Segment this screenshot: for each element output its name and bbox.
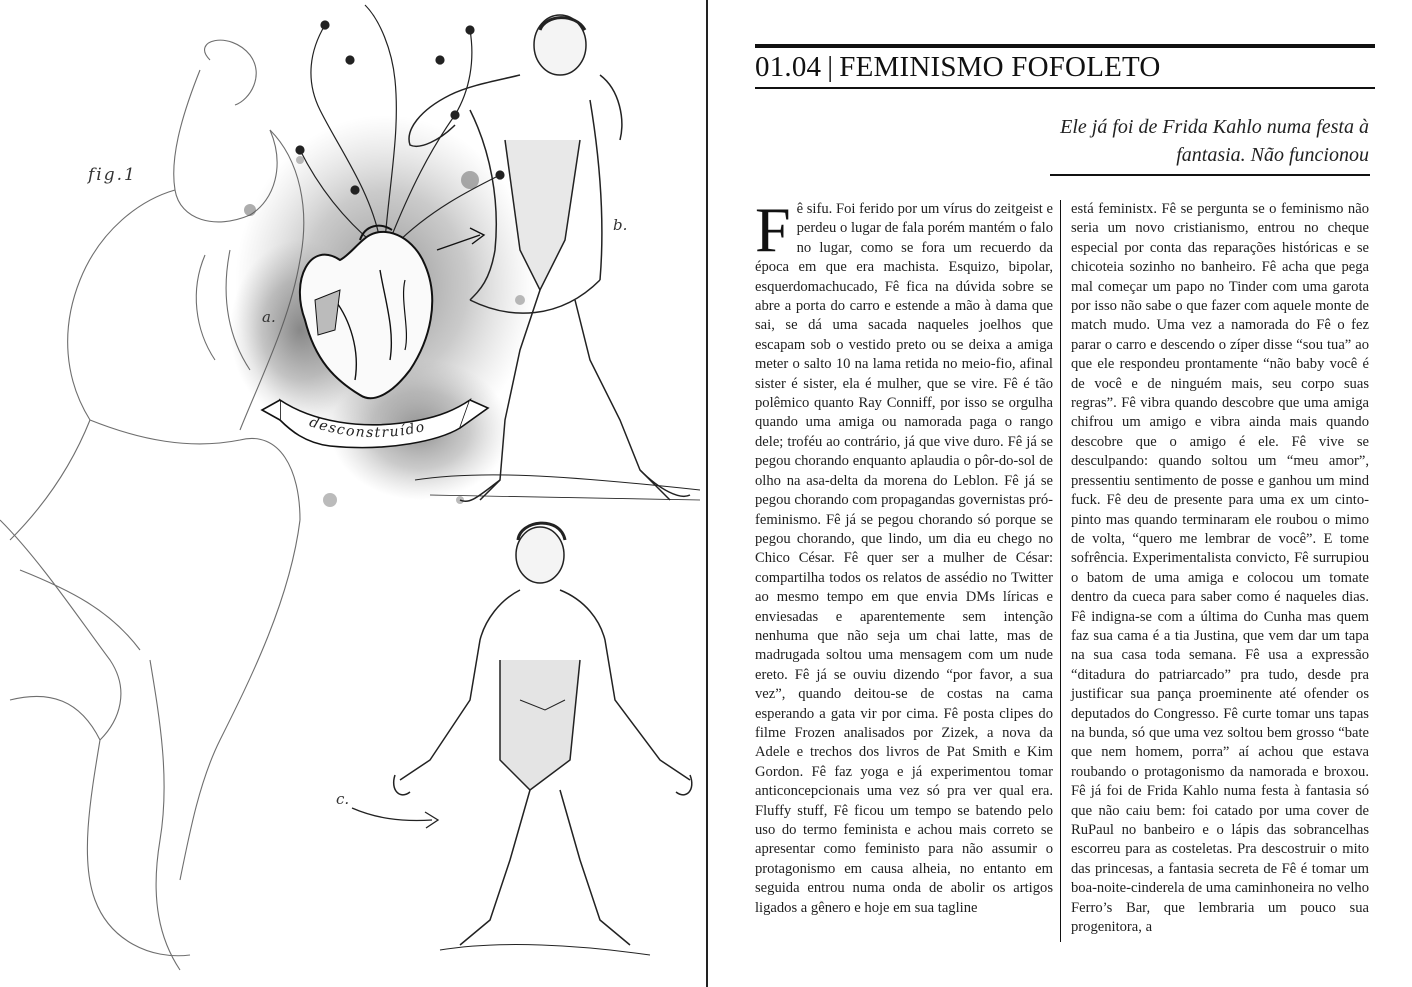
column-rule (1060, 200, 1061, 942)
title-separator: | (827, 51, 834, 83)
article-page (708, 0, 1412, 987)
drop-cap: F (755, 194, 791, 265)
lede-rule (1050, 174, 1370, 176)
header-rule-bottom (755, 87, 1375, 89)
label-c: c. (336, 790, 350, 808)
sketch-figure-a (0, 40, 304, 970)
banner-textpath: desconstruído (307, 414, 428, 442)
fig-label: fig.1 (88, 165, 137, 185)
article-title (755, 48, 1161, 86)
column-1-text: ê sifu. Foi ferido por um vírus do zeitgeist e perdeu o lugar de fala porém mantém o falo no lugar, como se fora um recuerdo da época em que era machista. Esquizo, bipolar, esquerdomachucado, Fê fica na dúvida sobre se abre a porta do carro e estende a mão à dama que sai, se dá uma sacada naqueles joelhos que escapam sob o vestido preto ou se deixa a amiga meter o salto 10 na lama retida no meio-fio, afinal sister é sister, ela é mulher, que se vire. Fê é tão polêmico quanto Ray Conniff, por isso se orgulha quando uma amiga ou namorada paga o rango dele; troféu ao contrário, já que vive duro. Fê já se pegou chorando enquanto aplaudia o pôr-do-sol de olho na asa-delta da morena do Leblon. Fê já se pegou chorando com propagandas governistas pró-feminismo. Fê já se pegou chorando só porque se pegou chorando, que lindo, um dia eu chego no Chico César. Fê quer ser a mulher de César: compartilha todos os relatos de assédio no Twitter ao mesmo tempo em que envia DMs líricas e enviesadas e aparentemente sem intenção nenhuma que não seja um chai latte, mas de madrugada soltou uma mensagem com um nude ereto. Fê já se ouviu dizendo “por favor, a sua vez”, quando deitou-se de costas na cama esperando a gata vir por cima. Fê posta clipes do filme Frozen analisados por Zizek, a nova da Adele e trechos dos livros de Pat Smith e Kim Gordon. Fê faz yoga e já experimentou tomar anticoncepcionais uma vez só pra ver qual era. Fluffy stuff, Fê ficou um tempo se batendo pelo uso do termo feminista e achou mais correto se apresentar como feministo para não assumir o protagonismo em causa alheia, no entanto em seguida entrou numa onda de abolir os artigos ligados a gênero e hoje em sua tagline (755, 201, 1053, 916)
engraving-figure-c (352, 523, 692, 955)
label-a: a. (262, 308, 276, 326)
title-text: FEMINISMO FOFOLETO (839, 51, 1161, 83)
article-column-1 (755, 194, 1053, 918)
section-number: 01.04 (755, 51, 822, 83)
article-lede: Ele já foi de Frida Kahlo numa festa à fantasia. Não funcionou (1060, 116, 1369, 166)
article-column-2 (1071, 200, 1369, 937)
label-b: b. (613, 216, 628, 234)
column-2-text: está feministx. Fê se pergunta se o feminismo não seria um novo cristianismo, entrou no cheque especial por conta das reparações históricas e se chicoteia sozinho no banheiro. Fê acha que pega mal começar um papo no Tinder com uma garota por isso não sabe o que fazer com aquele monte de match mudo. Uma vez a namorada do Fê o fez parar o carro e descendo o zíper disse “sou tua” ao que ele respondeu prontamente “não baby você é de você e de ninguém mais, seu corpo suas regras”. Fê vibra quando descobre que uma amiga chifrou um amigo e vibra ainda mais quando descobre que o amigo é ele. Fê vive se desculpando: quando soltou um “meu amor”, pressentiu sentimento de posse e ganhou um mind fuck. Fê deu de presente para uma ex um cinto-pinto mas quando terminaram ele roubou o mimo de volta, “quero me lembrar de você”. E tome sofrência. Experimentalista convicto, Fê surrupiou o batom de uma amiga e colocou um tomate dentro da cueca para saber como é naqueles dias. Fê indigna-se com a última do Cunha mas quem faz sua cama é a tia Justina, que vem dar um tapa na sua casa toda semana. Fê usa a expressão “ditadura do patriarcado” pra tudo, desde pra justificar sua pança proeminente até ofender os deputados do Congresso. Fê curte tomar uns tapas na bunda, só que uma vez soltou bem grosso “bate que nem homem, porra” aí achou que estava roubando o protagonismo da namorada e broxou. Fê já foi de Frida Kahlo numa festa à fantasia só que não caiu bem: foi catado por uma cover de RuPaul no banbeiro e o lápis das sobrancelhas escorreu para as costeletas. Pra descostruir o mito das princesas, a fantasia secreta de Fê é tomar um boa-noite-cinderela de uma caminhoneira no velho Ferro’s Bar, que lembraria um pouco sua progenitora, a (1071, 201, 1369, 936)
